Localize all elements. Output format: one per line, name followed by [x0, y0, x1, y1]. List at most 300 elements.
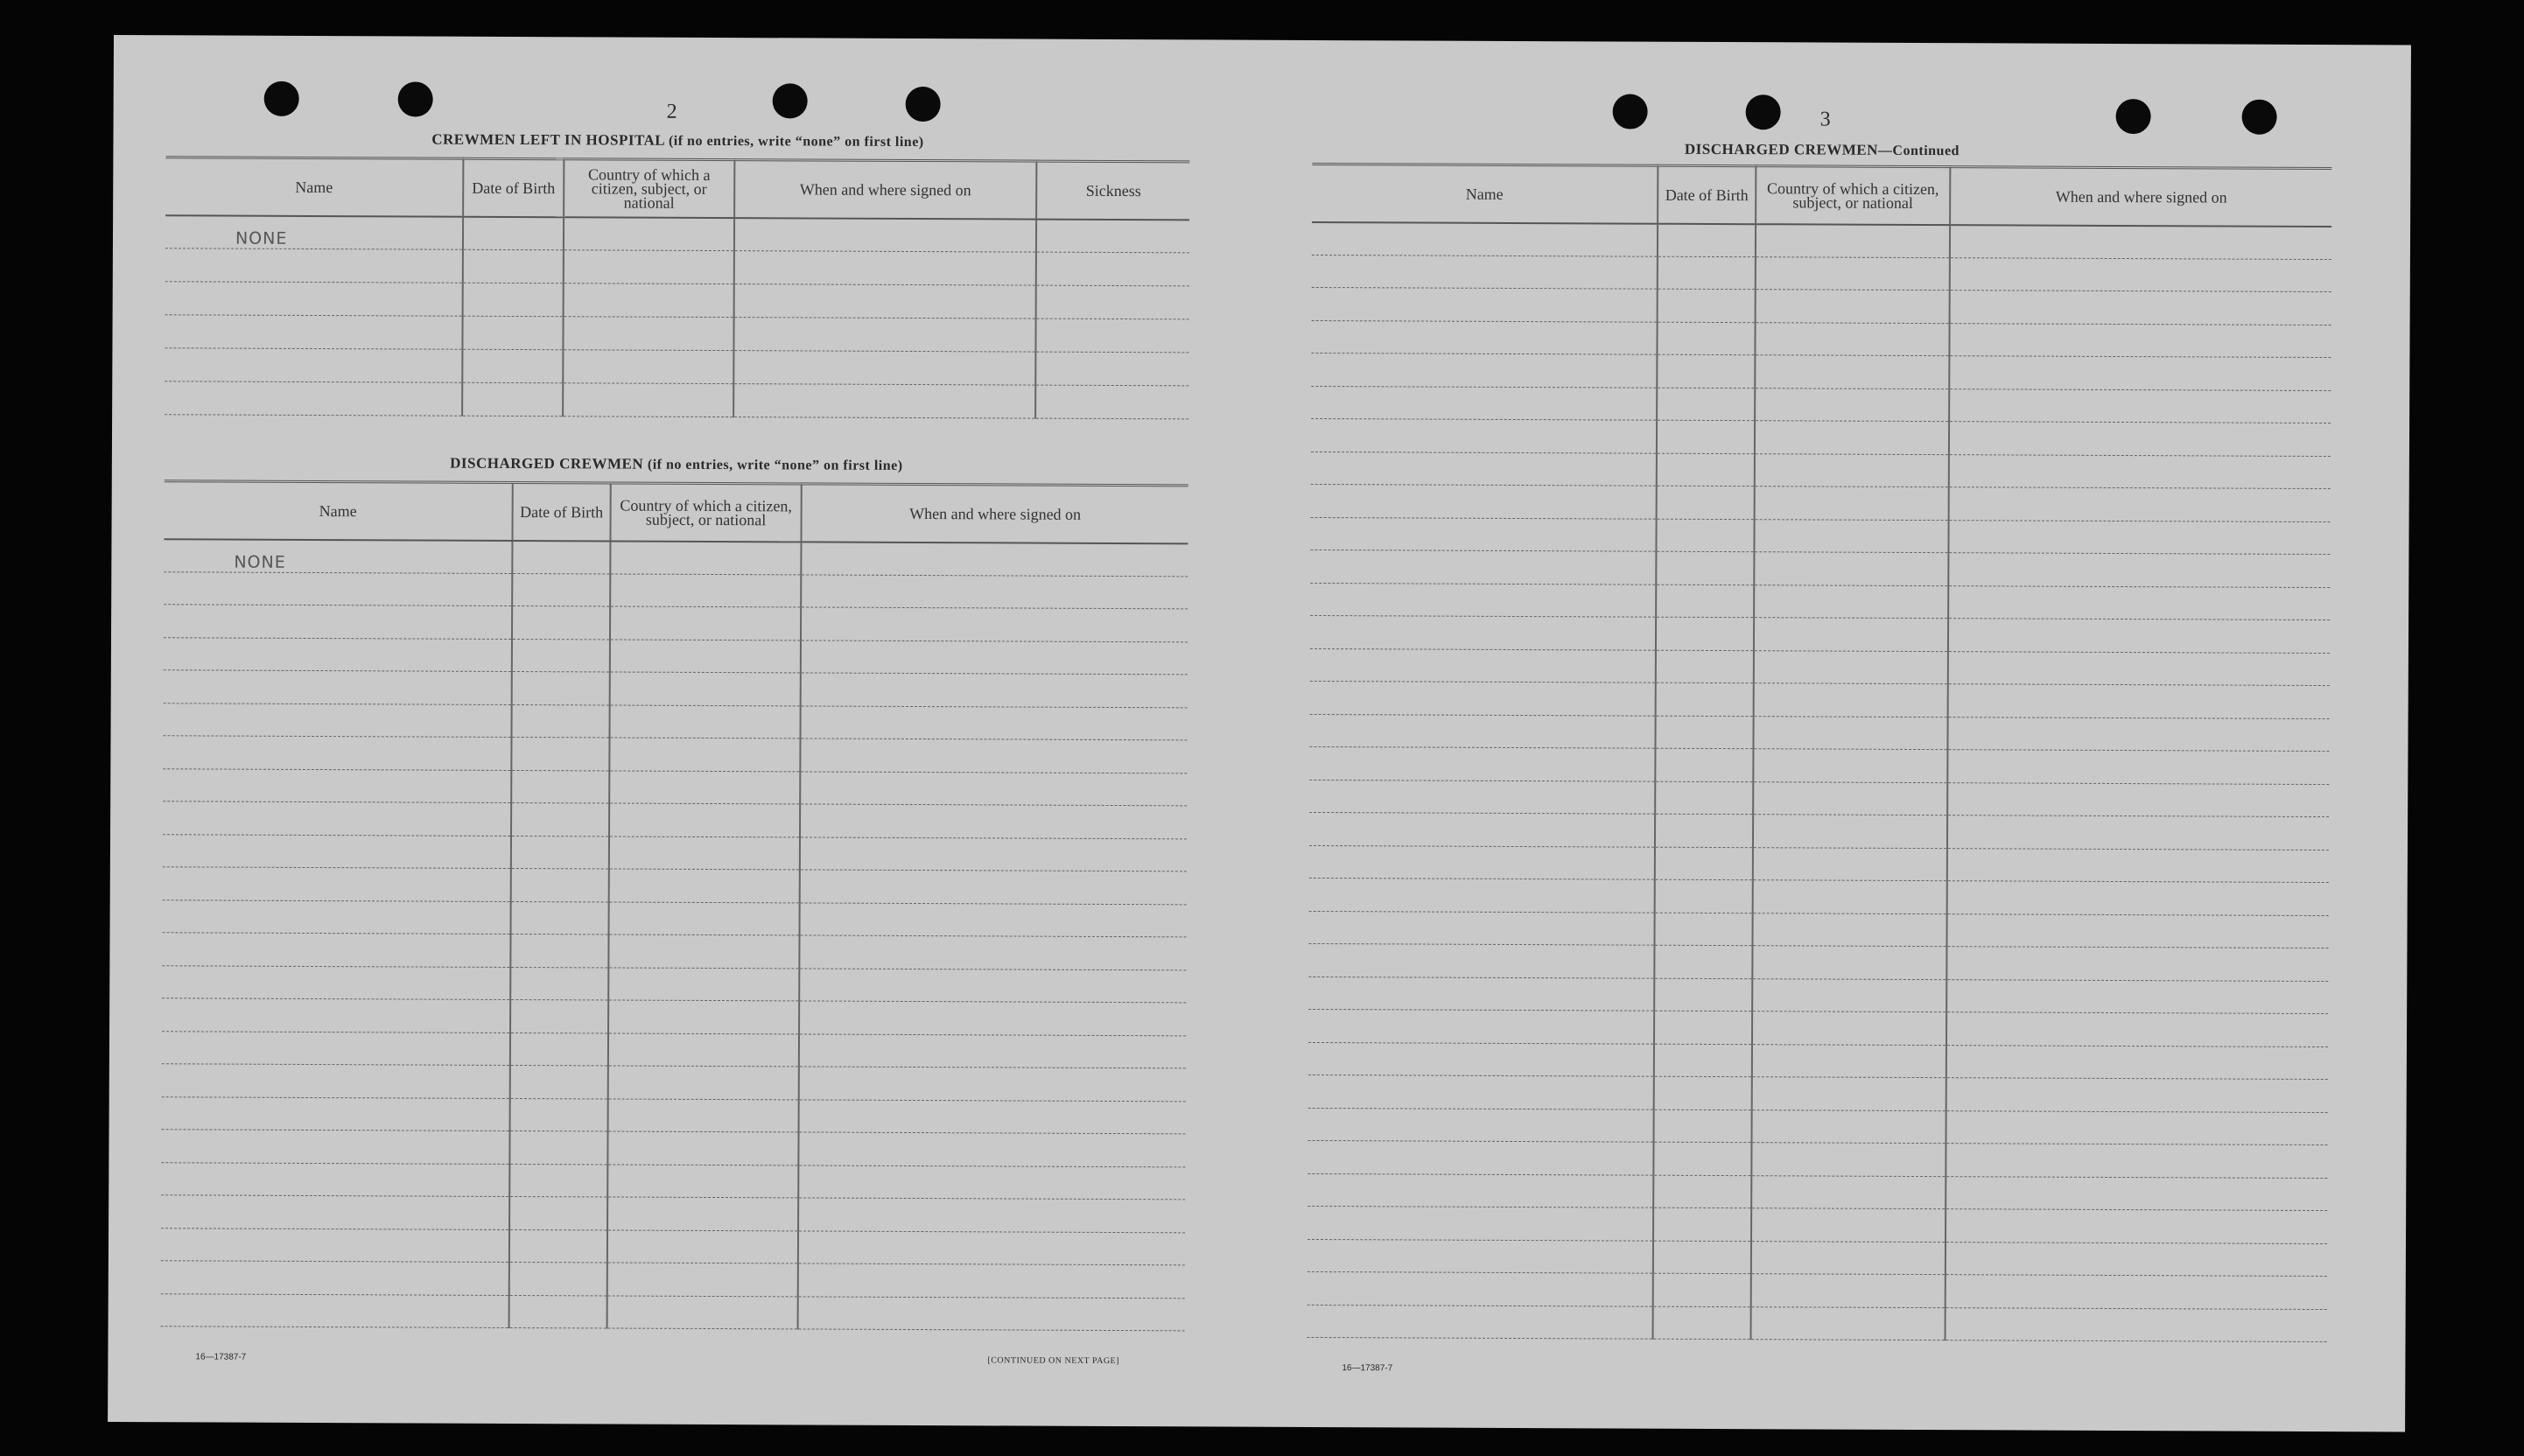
table-cell [1657, 420, 1755, 453]
table-cell [1754, 519, 1948, 552]
table-cell [1654, 1044, 1752, 1077]
table-cell [733, 384, 1035, 419]
table-row [1309, 746, 2329, 784]
document-sheet [108, 35, 2411, 1432]
table-cell [511, 770, 609, 803]
table-cell [608, 1032, 799, 1066]
table-cell [610, 573, 801, 606]
table-row [1309, 845, 2329, 883]
table-cell [608, 1000, 799, 1033]
discharged-table [161, 480, 1188, 1331]
table-cell [161, 1162, 509, 1196]
table-cell [1752, 1012, 1946, 1045]
table-cell [1308, 976, 1654, 1011]
column-header: When and where signed on [734, 160, 1036, 220]
table-cell [1035, 352, 1188, 386]
table-cell [1947, 816, 2329, 850]
discharged-section-title [165, 453, 1188, 475]
table-cell [1653, 1142, 1751, 1175]
table-row [1308, 1206, 2327, 1243]
table-row [1310, 615, 2330, 653]
table-row [1308, 1239, 2327, 1277]
table-cell [1946, 1275, 2327, 1309]
table-cell [1946, 1307, 2327, 1341]
table-row [161, 1293, 1185, 1331]
table-cell [1751, 1274, 1946, 1307]
table-cell [1950, 290, 2331, 325]
table-row [1309, 714, 2329, 752]
table-cell [511, 901, 609, 934]
table-row [1308, 1140, 2327, 1178]
table-cell [799, 968, 1186, 1002]
table-cell [1308, 943, 1654, 977]
table-cell [1312, 221, 1658, 256]
column-header: Country of which a citizen, subject, or national [564, 159, 734, 218]
table-cell [1751, 1143, 1946, 1176]
table-cell [1653, 1273, 1751, 1306]
table-cell [564, 217, 734, 251]
table-cell [1755, 355, 1949, 388]
table-cell [609, 901, 800, 934]
table-cell [1949, 487, 2331, 522]
table-cell [1754, 650, 1948, 683]
table-cell [1309, 845, 1655, 879]
table-cell [1655, 781, 1753, 815]
table-cell [610, 606, 801, 640]
table-cell [1308, 1108, 1654, 1142]
table-cell [161, 1195, 509, 1229]
table-cell [164, 703, 512, 737]
table-cell [800, 870, 1187, 904]
continued-note: [CONTINUED ON NEXT PAGE] [987, 1355, 1120, 1367]
table-cell [510, 1032, 608, 1066]
table-cell [607, 1197, 798, 1230]
table-cell [1949, 422, 2331, 456]
table-cell [163, 834, 511, 868]
table-row [1311, 418, 2331, 456]
table-cell [1751, 1110, 1946, 1143]
form-number: 16—17387-7 [195, 1352, 247, 1362]
table-cell [1752, 978, 1946, 1012]
table-cell [609, 803, 800, 836]
table-cell [1948, 553, 2330, 587]
right-title-text: DISCHARGED CREWMEN [1684, 140, 1878, 158]
table-cell [1308, 1305, 1653, 1339]
table-cell [607, 1164, 798, 1197]
table-cell [512, 671, 610, 704]
table-cell [165, 382, 462, 416]
table-cell [1308, 1140, 1653, 1174]
table-cell [1950, 225, 2331, 259]
table-cell [161, 1293, 509, 1327]
table-row [161, 1228, 1185, 1265]
table-cell [1946, 1110, 2327, 1144]
table-row [1308, 1173, 2327, 1211]
table-cell [163, 736, 511, 770]
table-row [1309, 878, 2329, 915]
table-cell [609, 869, 800, 902]
table-row [1309, 780, 2329, 817]
table-cell [1753, 815, 1947, 848]
table-cell [1948, 619, 2330, 653]
table-cell [1751, 1241, 1946, 1274]
table-row [163, 736, 1187, 774]
table-cell [1949, 388, 2331, 423]
table-cell [162, 1031, 510, 1065]
table-cell [801, 574, 1188, 608]
table-cell [1754, 584, 1948, 618]
table-cell [1755, 388, 1949, 421]
table-cell [801, 607, 1188, 641]
table-cell [1754, 683, 1948, 717]
table-cell [1657, 453, 1755, 486]
table-row [162, 998, 1186, 1036]
table-cell [1312, 255, 1658, 289]
hospital-instruction: (if no entries, write “none” on first line) [668, 133, 924, 150]
table-cell [165, 348, 462, 382]
table-cell [1751, 1208, 1946, 1242]
table-cell [1309, 714, 1655, 748]
table-row [1309, 812, 2329, 850]
table-cell [1946, 1078, 2328, 1112]
table-cell [734, 284, 1036, 319]
table-cell [1949, 323, 2331, 357]
table-cell [1755, 322, 1949, 355]
table-cell [1653, 1208, 1751, 1241]
table-cell [164, 637, 512, 671]
table-cell [1946, 1144, 2327, 1178]
table-cell [1309, 878, 1655, 912]
table-cell [1658, 289, 1756, 322]
table-cell [509, 1229, 607, 1263]
table-cell [1946, 979, 2328, 1013]
table-row [164, 670, 1188, 708]
table-cell [608, 1066, 799, 1099]
table-cell [608, 967, 799, 1000]
table-cell [1949, 454, 2331, 488]
table-cell [1755, 453, 1949, 486]
table-cell [1754, 552, 1948, 585]
table-cell [510, 1065, 608, 1098]
table-cell [463, 216, 564, 250]
table-cell [1311, 418, 1657, 452]
table-cell [1036, 219, 1189, 253]
table-cell [165, 315, 462, 349]
table-cell [1657, 486, 1755, 519]
table-cell [1754, 618, 1948, 651]
table-cell [512, 540, 610, 573]
table-row [162, 1031, 1186, 1068]
column-header: Name [1312, 164, 1658, 223]
table-cell [162, 998, 510, 1032]
table-cell [512, 606, 610, 639]
table-cell [1753, 847, 1947, 880]
table-cell [1946, 1242, 2327, 1276]
table-row [163, 768, 1187, 806]
table-row [164, 703, 1188, 740]
table-cell [564, 250, 734, 284]
table-cell [164, 670, 512, 704]
table-cell [1946, 1045, 2328, 1079]
table-cell [1310, 583, 1656, 617]
right-section-title [1312, 139, 2331, 161]
table-cell [798, 1230, 1185, 1264]
table-cell [163, 900, 511, 934]
page-number: 2 [666, 100, 677, 123]
table-cell [512, 573, 610, 606]
table-cell [1656, 617, 1754, 650]
table-cell [1752, 1077, 1946, 1110]
table-row [1308, 1009, 2328, 1046]
table-cell [800, 705, 1187, 739]
table-cell [463, 249, 564, 284]
table-row [1311, 353, 2331, 390]
table-cell [800, 836, 1187, 871]
table-cell [800, 738, 1187, 773]
table-cell [609, 738, 800, 771]
table-cell [1946, 914, 2328, 948]
table-cell [163, 768, 511, 802]
table-cell [1656, 519, 1754, 552]
table-row [165, 315, 1188, 353]
table-row [163, 834, 1187, 872]
table-row [1308, 1305, 2327, 1342]
table-cell [1308, 1173, 1653, 1208]
column-header: Sickness [1036, 161, 1189, 220]
form-number: 16—17387-7 [1342, 1363, 1393, 1374]
table-row [1308, 943, 2328, 981]
table-cell [1753, 781, 1947, 815]
column-header: Date of Birth [1658, 165, 1756, 223]
table-row [161, 1162, 1185, 1200]
table-cell [161, 1261, 509, 1295]
table-cell [1656, 650, 1754, 683]
table-cell [1310, 550, 1656, 584]
table-cell [1655, 847, 1753, 880]
table-row [1310, 583, 2330, 620]
table-cell [462, 316, 563, 350]
table-cell [510, 1098, 608, 1131]
right-title-suffix: —Continued [1877, 143, 1960, 159]
table-cell [1946, 947, 2328, 981]
table-row [1311, 484, 2331, 522]
table-row [162, 933, 1186, 970]
table-cell [1308, 1206, 1653, 1240]
table-cell [509, 1295, 607, 1328]
hospital-title-text: CREWMEN LEFT IN HOSPITAL [431, 130, 665, 149]
table-cell [1035, 385, 1188, 419]
table-cell [799, 1099, 1186, 1133]
table-cell [509, 1196, 607, 1229]
table-cell [608, 934, 799, 968]
table-row [1310, 517, 2330, 555]
table-cell [1654, 1011, 1752, 1044]
table-cell [1308, 1074, 1654, 1109]
table-cell [162, 1064, 510, 1098]
hospital-section-title [165, 130, 1189, 151]
table-cell [1948, 684, 2330, 718]
table-cell [733, 318, 1035, 353]
table-cell [798, 1198, 1185, 1232]
table-cell [512, 639, 610, 672]
table-cell [1947, 750, 2329, 784]
table-row [1308, 1042, 2328, 1080]
table-cell [161, 1228, 509, 1262]
table-row [1310, 550, 2330, 587]
table-cell [1752, 913, 1946, 946]
table-cell [1311, 320, 1657, 354]
table-cell [564, 284, 734, 318]
table-row [1311, 320, 2331, 358]
table-row [1308, 1074, 2328, 1112]
table-cell [162, 1096, 510, 1130]
table-cell [1311, 386, 1657, 420]
table-cell [1655, 716, 1753, 749]
table-cell [1308, 1042, 1654, 1076]
table-cell [563, 317, 733, 351]
table-row [164, 539, 1188, 577]
table-row [165, 282, 1189, 319]
table-cell [510, 967, 608, 1000]
table-cell [1655, 748, 1753, 781]
hospital-table [165, 156, 1189, 419]
table-cell [1308, 1009, 1654, 1043]
discharged-instruction: (if no entries, write “none” on first line) [647, 457, 903, 473]
table-row [161, 1195, 1185, 1233]
table-cell [1653, 1110, 1751, 1143]
table-row [1312, 221, 2331, 259]
table-row [162, 1096, 1186, 1134]
table-cell [511, 737, 609, 770]
table-cell [1755, 421, 1949, 454]
table-cell [1311, 353, 1657, 387]
table-cell [801, 542, 1188, 576]
table-cell [610, 672, 801, 705]
table-row [165, 348, 1188, 386]
table-cell [563, 383, 733, 417]
table-cell [1947, 782, 2329, 816]
table-row [161, 1130, 1185, 1167]
table-cell [1036, 285, 1189, 319]
table-cell [1751, 1306, 1946, 1340]
right-page [1307, 40, 2332, 1432]
table-cell [510, 934, 608, 967]
table-cell [1657, 354, 1755, 388]
table-cell [1756, 256, 1950, 290]
table-cell [511, 836, 609, 869]
table-cell [164, 571, 512, 606]
table-cell [734, 251, 1036, 286]
table-cell [1946, 1176, 2327, 1210]
table-row [164, 571, 1188, 609]
page-number: 3 [1819, 108, 1831, 131]
table-cell [609, 770, 800, 803]
table-row [162, 965, 1186, 1003]
table-cell [800, 804, 1187, 838]
table-cell [733, 351, 1035, 386]
table-cell [799, 1033, 1186, 1068]
table-cell [1947, 881, 2329, 915]
table-row [161, 1261, 1185, 1298]
table-cell [1309, 812, 1655, 846]
table-cell [799, 935, 1186, 970]
table-cell [462, 382, 563, 416]
table-cell [165, 282, 463, 316]
discharged-title-text: DISCHARGED CREWMEN [450, 454, 644, 472]
table-row [165, 248, 1189, 286]
table-cell [165, 248, 463, 283]
table-cell [164, 605, 512, 639]
table-cell [511, 802, 609, 836]
table-cell [1309, 746, 1655, 780]
table-cell [1753, 749, 1947, 782]
table-cell [610, 639, 801, 672]
table-cell [1653, 1175, 1751, 1208]
column-header: When and where signed on [1950, 167, 2331, 227]
table-cell [1656, 682, 1754, 716]
table-cell: NONE [164, 539, 512, 573]
table-cell [799, 1067, 1186, 1101]
table-cell [1035, 318, 1188, 353]
table-cell [1753, 880, 1947, 914]
table-cell [511, 868, 609, 901]
table-cell [512, 704, 610, 738]
table-row [1311, 386, 2331, 424]
table-cell [1656, 551, 1754, 584]
table-cell [1948, 651, 2330, 685]
table-cell: NONE [165, 215, 463, 249]
table-row [163, 867, 1187, 905]
table-cell [1948, 520, 2330, 554]
column-header: Name [165, 158, 463, 216]
table-cell [1755, 486, 1949, 520]
table-cell [161, 1130, 509, 1164]
table-cell [798, 1264, 1185, 1298]
column-header: Date of Birth [463, 158, 564, 217]
table-cell [509, 1262, 607, 1295]
table-cell [162, 933, 510, 967]
table-cell [1654, 1076, 1752, 1110]
table-cell [1308, 1271, 1653, 1306]
table-cell [1752, 1044, 1946, 1077]
table-cell [800, 902, 1187, 936]
column-header: Name [164, 481, 512, 541]
table-row [165, 215, 1189, 253]
table-row [1308, 1108, 2328, 1145]
table-cell [1657, 322, 1755, 355]
table-cell [1309, 780, 1655, 814]
table-cell [1753, 716, 1947, 749]
table-row [1308, 976, 2328, 1014]
table-row [1311, 452, 2331, 489]
table-cell [610, 704, 801, 738]
table-row [1308, 911, 2328, 948]
table-cell [509, 1130, 607, 1164]
table-cell [1036, 252, 1189, 286]
table-cell [1657, 388, 1755, 421]
table-row [164, 605, 1188, 642]
table-cell [1948, 585, 2330, 620]
table-row [165, 382, 1188, 419]
table-row [1312, 287, 2331, 325]
table-row [162, 1064, 1186, 1102]
table-row [1312, 255, 2331, 292]
table-cell [1752, 946, 1946, 979]
table-row [1310, 681, 2330, 718]
table-row [1310, 648, 2330, 686]
column-header: When and where signed on [801, 484, 1188, 543]
table-row [163, 900, 1187, 937]
